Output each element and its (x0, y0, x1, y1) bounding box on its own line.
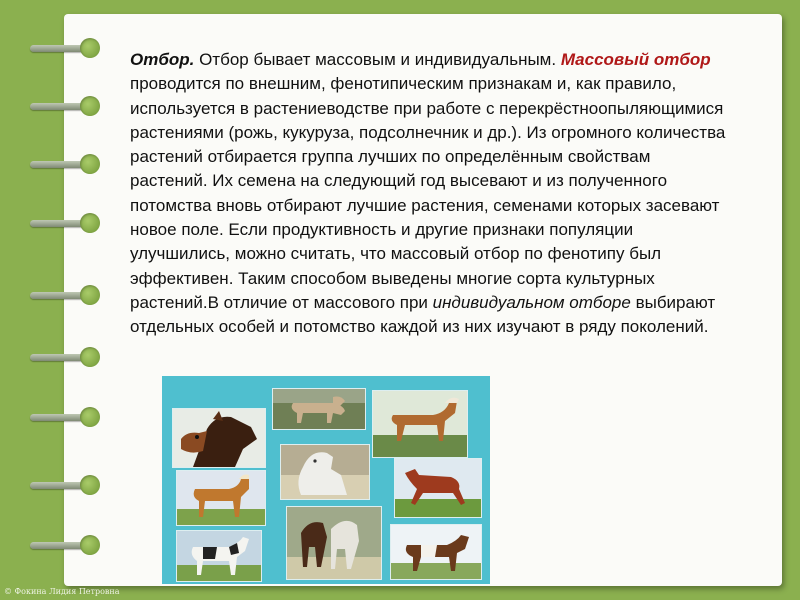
binding-ring-icon (30, 213, 102, 233)
binding-ring-icon (30, 38, 102, 58)
text-part-3: выбирают отдельных особей и потомство каждой из них изучают в ряду поколений. (130, 292, 716, 337)
two-horses-photo (286, 506, 382, 580)
text-part-2: проводится по внешним, фенотипическим признакам и, как правило, используется в растениеводстве при работе с перекрёстноопыляющимися растениями (рожь, кукуруза, подсолнечник и др.). Из огромного количества растений отбирается группа лучших по определённым свойствам растений. Их семена на следующий год высевают и из полученного потомства вновь отбирают лучшие растения, семенами которых засевают новое поле. Если продуктивность и другие признаки популяции улучшились, можно считать, что массовый отбор по фенотипу был эффективен. Таким способом выведены многие сорта культурных растений.В отличие от массового при (130, 74, 726, 312)
lead-label: Отбор. (130, 50, 195, 69)
binding-ring-icon (30, 475, 102, 495)
binding-ring-icon (30, 154, 102, 174)
notebook-binding (30, 0, 120, 600)
individual-selection-term: индивидуальном отборе (432, 292, 631, 312)
binding-ring-icon (30, 285, 102, 305)
white-horse-photo (280, 444, 370, 500)
pinto-horse-photo (176, 530, 262, 582)
binding-ring-icon (30, 407, 102, 427)
chestnut-horse-photo (372, 390, 468, 458)
text-part-1: Отбор бывает массовым и индивидуальным. (194, 50, 561, 69)
horse-field-photo (272, 388, 366, 430)
author-credit: © Фокина Лидия Петровна (4, 587, 120, 596)
mass-selection-term: Массовый отбор (560, 50, 711, 69)
running-horse-photo (394, 458, 482, 518)
draft-horse-photo (176, 470, 266, 526)
binding-ring-icon (30, 535, 102, 555)
binding-ring-icon (30, 347, 102, 367)
binding-ring-icon (30, 96, 102, 116)
selection-paragraph (130, 48, 730, 340)
horse-breeds-collage (162, 376, 490, 584)
horse-head-photo (172, 408, 266, 468)
pinto-standing-photo (390, 524, 482, 580)
